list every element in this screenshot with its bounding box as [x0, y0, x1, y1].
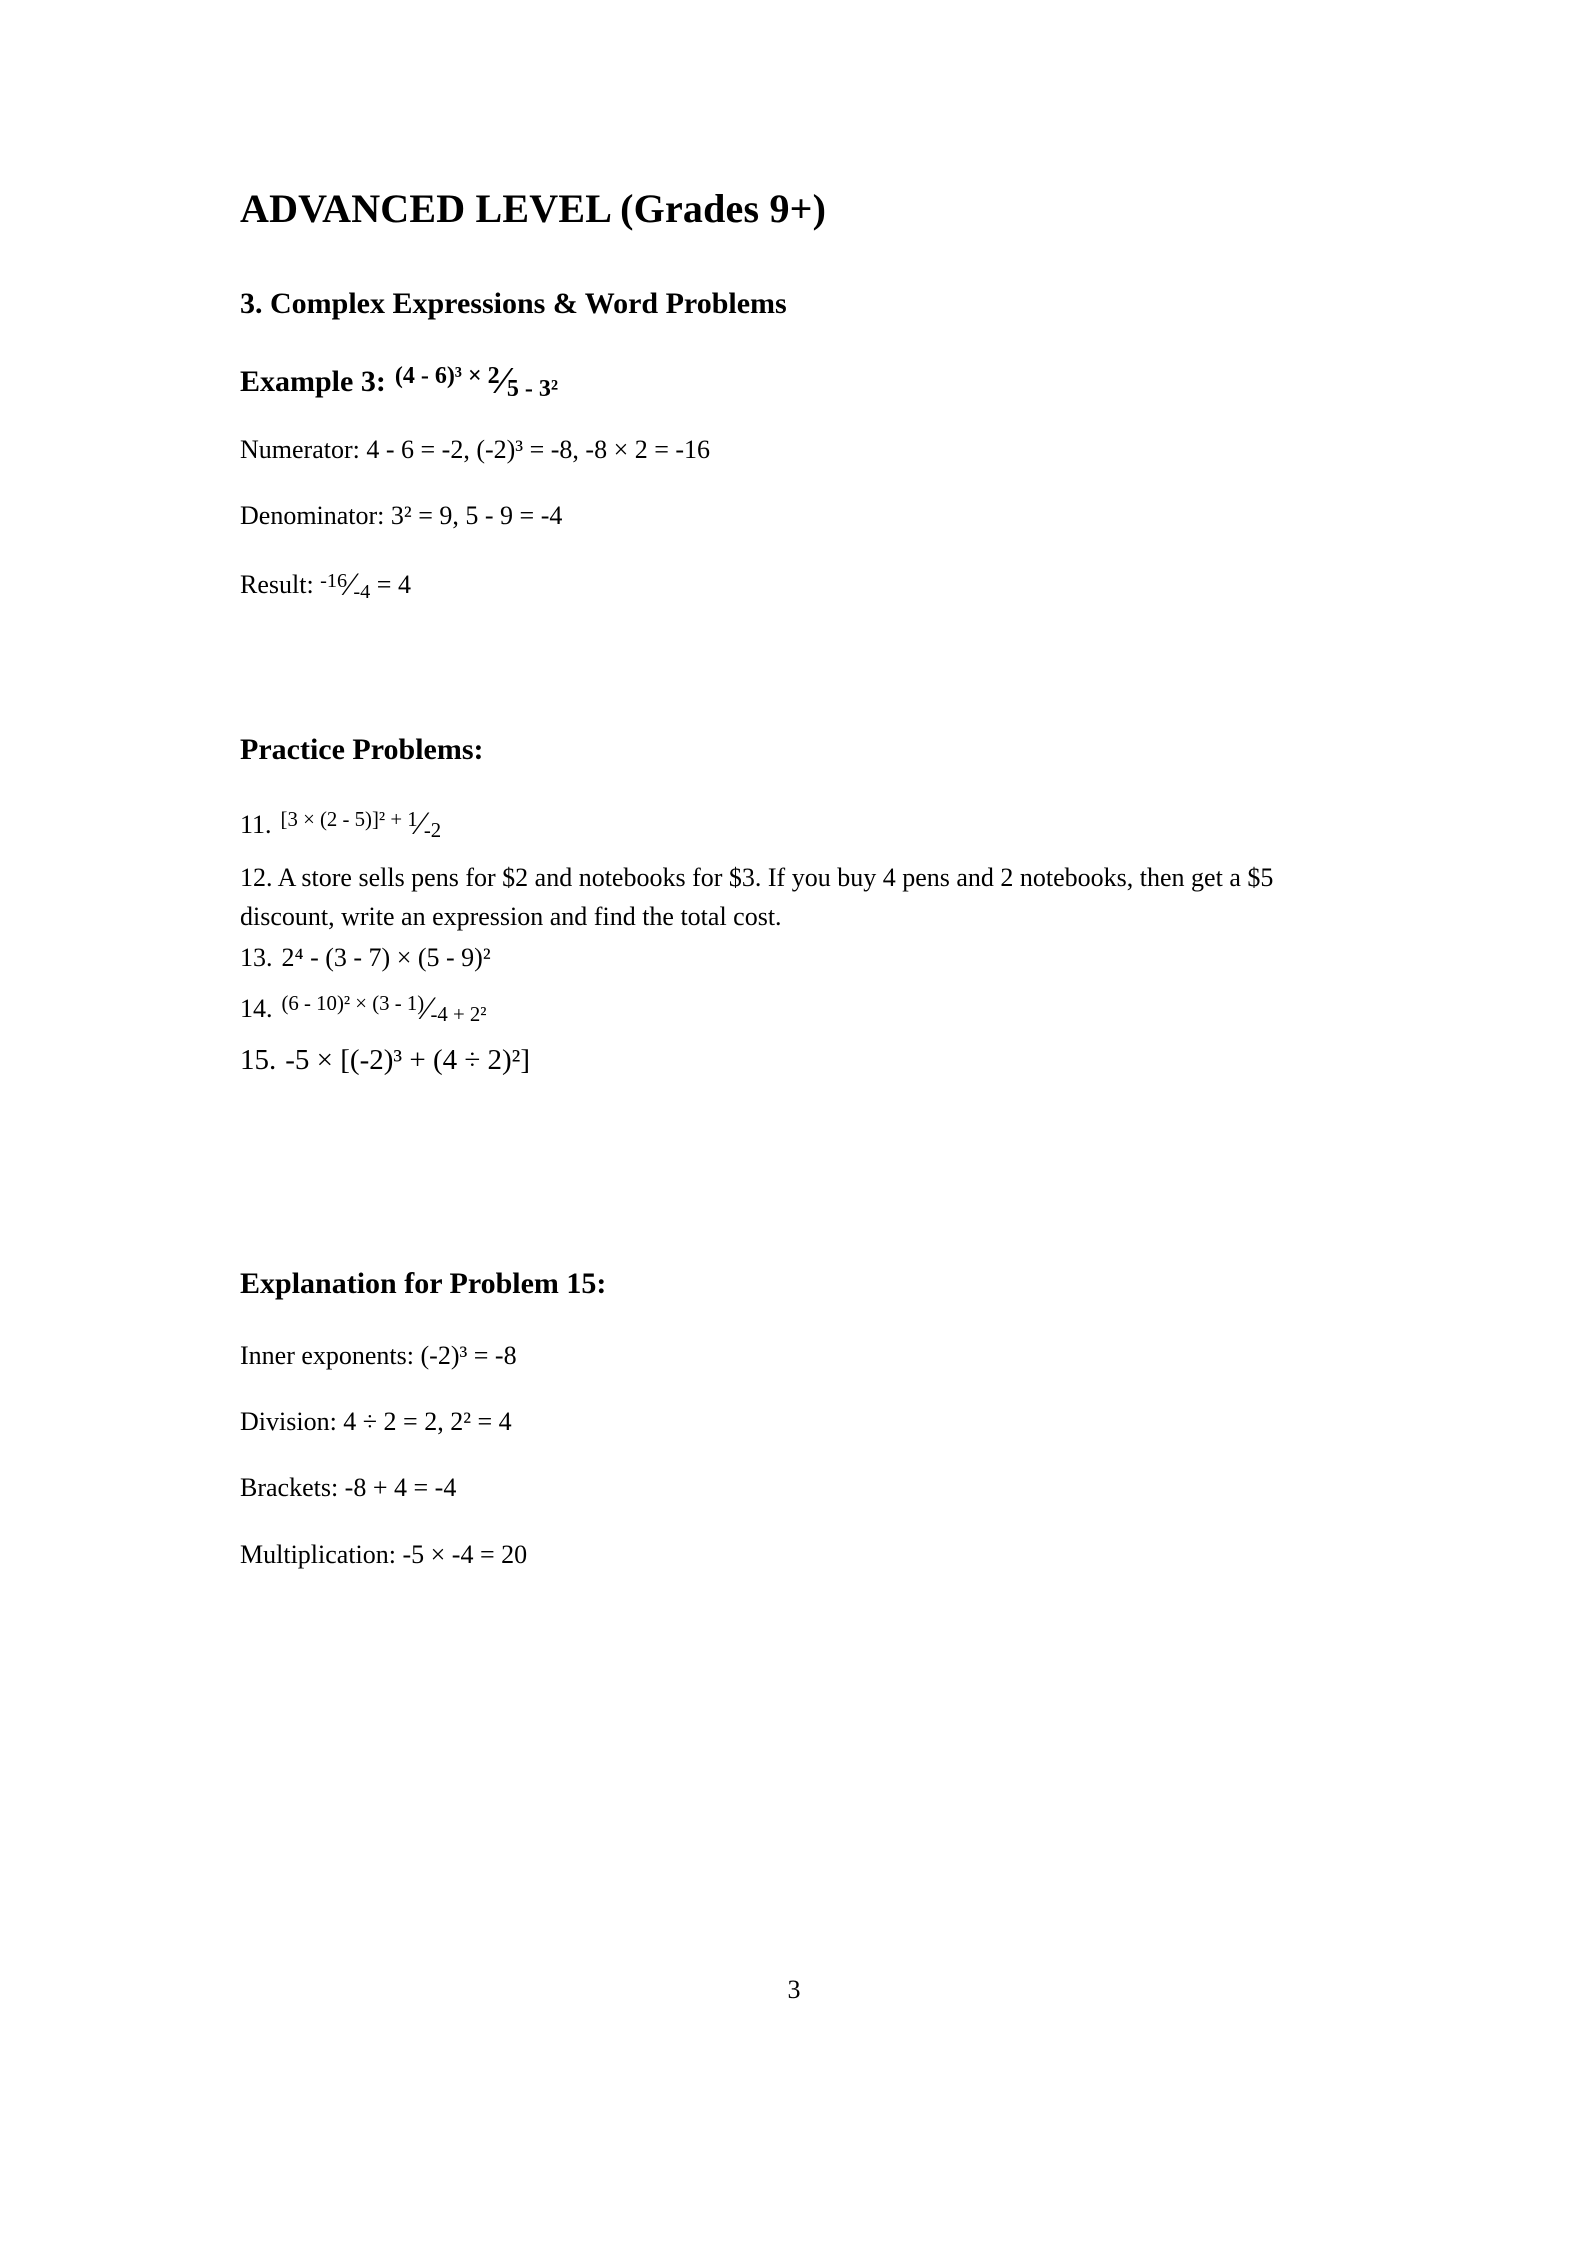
example-step-denominator: Denominator: 3² = 9, 5 - 9 = -4 [240, 501, 563, 531]
fraction-slash-icon: ⁄ [424, 989, 431, 1027]
result-label: Result: [240, 570, 314, 600]
problem-14-numerator: (6 - 10)² × (3 - 1) [281, 992, 425, 1016]
problem-13-expression: 2⁴ - (3 - 7) × (5 - 9)² [281, 942, 491, 972]
spacer [240, 1192, 1360, 1266]
problem-number: 12. [240, 862, 273, 892]
problem-14-denominator: -4 + 2² [430, 1003, 487, 1027]
page-content [240, 186, 1360, 1605]
problem-11-denominator: -2 [423, 818, 442, 842]
example-denominator: 5 - 3² [506, 375, 559, 402]
example-expression-fraction [394, 359, 559, 402]
spacer [240, 1096, 1360, 1192]
section-heading: 3. Complex Expressions & Word Problems [240, 287, 787, 320]
fraction-slash-icon: ⁄ [347, 565, 354, 603]
example-heading [240, 360, 1360, 400]
problem-14-fraction [281, 989, 487, 1027]
page-title: ADVANCED LEVEL (Grades 9+) [240, 186, 827, 231]
result-denominator: -4 [353, 580, 371, 603]
example-numerator: (4 - 6)³ × 2 [394, 362, 500, 389]
explanation-step-multiplication: Multiplication: -5 × -4 = 20 [240, 1539, 528, 1569]
explanation-step-brackets: Brackets: -8 + 4 = -4 [240, 1473, 457, 1503]
page-number: 3 [787, 1975, 801, 2004]
explanation-step-inner-exponents: Inner exponents: (-2)³ = -8 [240, 1340, 517, 1370]
example-result-line [240, 566, 1360, 601]
spacer [240, 636, 1360, 732]
problem-number: 15. [240, 1044, 277, 1077]
result-fraction [320, 565, 371, 603]
problem-12 [240, 858, 1360, 937]
result-numerator: -16 [320, 569, 348, 592]
problem-number: 11. [240, 809, 272, 839]
problem-15 [240, 1042, 1360, 1080]
problem-11 [240, 806, 1360, 842]
example-step-numerator: Numerator: 4 - 6 = -2, (-2)³ = -8, -8 × 2 = -16 [240, 435, 711, 464]
fraction-slash-icon: ⁄ [417, 805, 424, 843]
problem-14 [240, 990, 1360, 1026]
example-label: Example 3: [240, 365, 386, 398]
result-value: = 4 [376, 570, 411, 600]
problem-15-expression: -5 × [(-2)³ + (4 ÷ 2)²] [285, 1044, 531, 1077]
fraction-slash-icon: ⁄ [500, 359, 507, 402]
problem-13 [240, 941, 1360, 975]
explanation-heading: Explanation for Problem 15: [240, 1266, 607, 1300]
problem-12-text: A store sells pens for $2 and notebooks for $3. If you buy 4 pens and 2 notebooks, then get a $5 discount, write an expression and find the total cost. [240, 862, 1274, 932]
problem-number: 13. [240, 942, 273, 972]
problem-11-numerator: [3 × (2 - 5)]² + 1 [280, 807, 418, 831]
practice-problems-heading: Practice Problems: [240, 732, 484, 766]
problem-number: 14. [240, 994, 273, 1024]
problem-11-fraction [280, 805, 442, 843]
explanation-step-division: Division: 4 ÷ 2 = 2, 2² = 4 [240, 1407, 512, 1437]
